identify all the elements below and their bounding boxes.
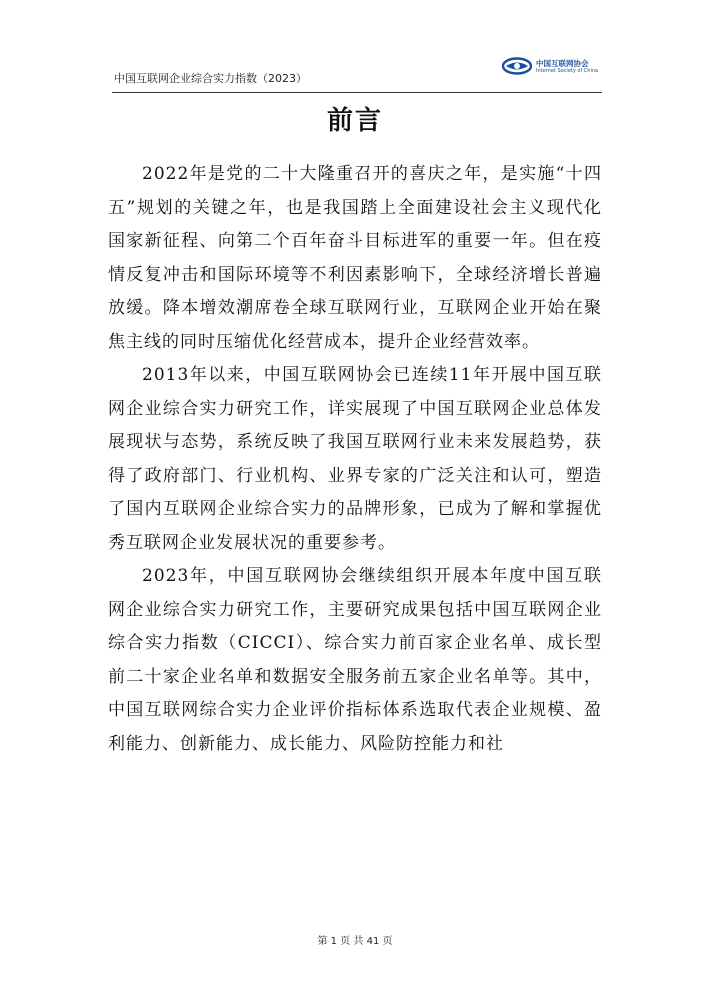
page-title: 前言 [326,106,383,136]
paragraph-1: 2022年是党的二十大隆重召开的喜庆之年，是实施“十四五”规划的关键之年，也是我国踏上全面建设社会主义现代化国家新征程、向第二个百年奋斗目标进军的重要一年。但在疫情反复冲击和国际环境等不利因素影响下，全球经济增长普遍放缓。降本增效潮席卷全球互联网行业，互联网企业开始在聚焦主线的同时压缩优化经营成本，提升企业经营效率。 [108,164,602,352]
paragraph-3: 2023年，中国互联网协会继续组织开展本年度中国互联网企业综合实力研究工作，主要研究成果包括中国互联网企业综合实力指数（CICCI）、综合实力前百家企业名单、成长型前二十家企业名单和数据安全服务前五家企业名单等。其中，中国互联网综合实力企业评价指标体系选取代表企业规模、盈利能力、创新能力、成长能力、风险防控能力和社 [108,566,602,754]
page-header [112,56,602,93]
paragraph-2: 2013年以来，中国互联网协会已连续11年开展中国互联网企业综合实力研究工作，详实展现了中国互联网企业总体发展现状与态势，系统反映了我国互联网行业未来发展趋势，获得了政府部门、行业机构、业界专家的广泛关注和认可，塑造了国内互联网企业综合实力的品牌形象，已成为了解和掌握优秀互联网企业发展状况的重要参考。 [108,365,602,553]
isc-logo-icon [502,57,532,75]
page-footer: 第 1 页 共 41 页 [317,936,393,947]
logo-cn-text: 中国互联网协会 [536,59,589,68]
header-title: 中国互联网企业综合实力指数（2023） [114,72,307,85]
isc-logo [502,56,602,78]
logo-en-text: Internet Society of China [536,68,599,74]
body-text [108,158,602,761]
